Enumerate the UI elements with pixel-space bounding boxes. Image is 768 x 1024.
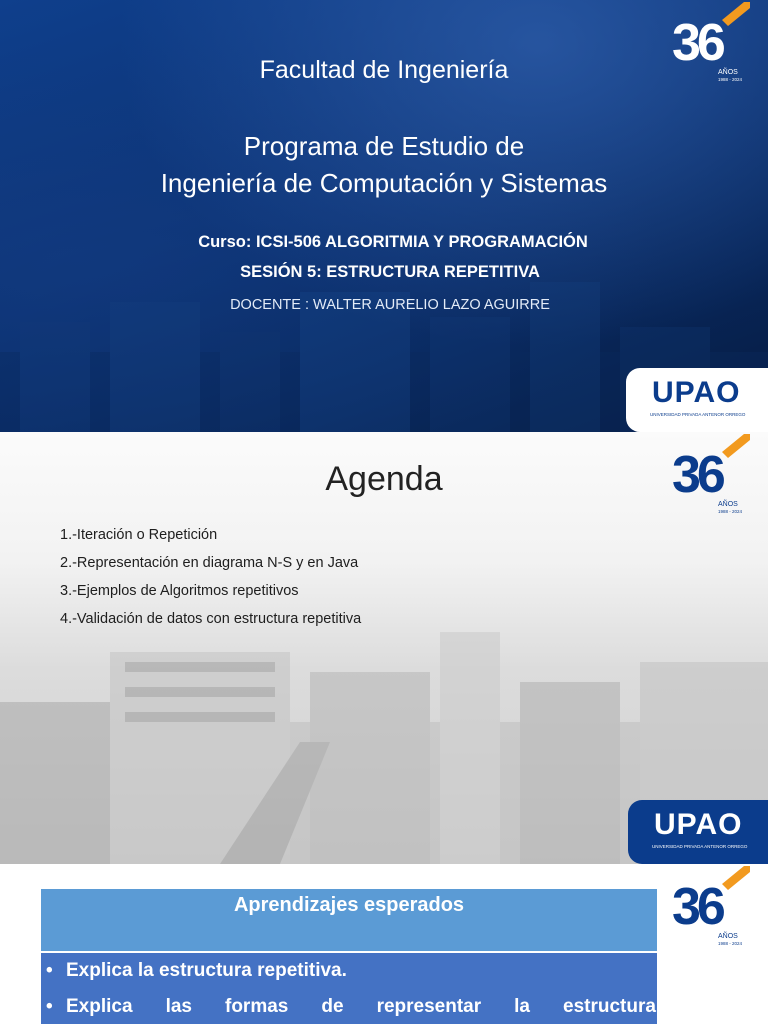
svg-text:36: 36	[672, 878, 722, 936]
upao-logo-subtitle: UNIVERSIDAD PRIVADA ANTENOR ORREGO	[650, 412, 746, 417]
agenda-item: 2.-Representación en diagrama N-S y en Java	[60, 555, 359, 571]
course-name: Curso: ICSI-506 ALGORITMIA Y PROGRAMACIÓN	[198, 233, 588, 251]
anniversary-36-logo	[670, 434, 750, 514]
slide-agenda	[0, 432, 768, 864]
upao-logo-subtitle: UNIVERSIDAD PRIVADA ANTENOR ORREGO	[652, 844, 748, 849]
session-title: SESIÓN 5: ESTRUCTURA REPETITIVA	[240, 263, 540, 281]
faculty-title: Facultad de Ingeniería	[259, 56, 509, 84]
learning-header-title: Aprendizajes esperados	[233, 894, 465, 916]
agenda-item: 4.-Validación de datos con estructura repetitiva	[60, 611, 362, 627]
upao-logo	[628, 800, 768, 864]
slide-learning-outcomes	[0, 864, 768, 1024]
bullet-icon: •	[46, 996, 53, 1017]
upao-logo-text: UPAO	[652, 376, 741, 409]
learning-bullet-text: Explica la estructura repetitiva.	[66, 960, 347, 981]
upao-logo-text: UPAO	[654, 808, 743, 841]
svg-text:36: 36	[672, 14, 722, 72]
svg-text:1988 - 2024: 1988 - 2024	[718, 509, 743, 514]
anniversary-36-logo	[670, 2, 750, 82]
bullet-icon: •	[46, 960, 53, 981]
program-title-line2: Ingeniería de Computación y Sistemas	[160, 168, 608, 198]
agenda-title: Agenda	[325, 460, 443, 498]
upao-logo	[626, 368, 768, 432]
teacher-name: DOCENTE : WALTER AURELIO LAZO AGUIRRE	[230, 297, 550, 313]
learning-bullet-text: Explica las formas de representar la estructura	[66, 996, 656, 1017]
svg-text:AÑOS: AÑOS	[718, 933, 738, 940]
anniversary-36-logo	[670, 866, 750, 946]
svg-text:AÑOS: AÑOS	[718, 69, 738, 76]
agenda-item: 1.-Iteración o Repetición	[60, 527, 218, 543]
slide-title	[0, 0, 768, 432]
agenda-list	[60, 524, 361, 636]
program-title-line1: Programa de Estudio de	[243, 131, 525, 161]
svg-text:1988 - 2024: 1988 - 2024	[718, 77, 743, 82]
svg-text:1988 - 2024: 1988 - 2024	[718, 941, 743, 946]
agenda-item: 3.-Ejemplos de Algoritmos repetitivos	[60, 583, 299, 599]
svg-text:36: 36	[672, 446, 722, 504]
svg-text:AÑOS: AÑOS	[718, 501, 738, 508]
